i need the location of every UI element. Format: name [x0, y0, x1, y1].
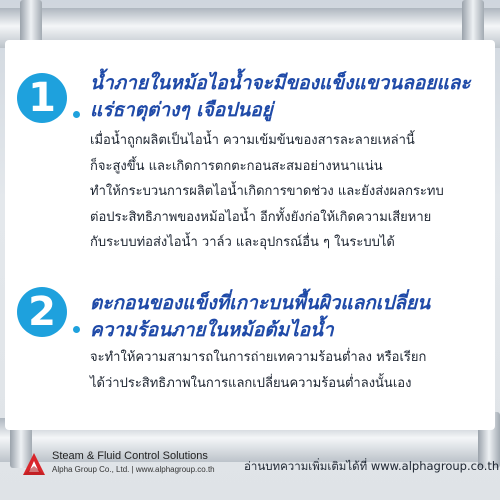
point-heading-line: ตะกอนของแข็งที่เกาะบนพื้นผิวแลกเปลี่ยน — [90, 292, 431, 314]
point-body-line: ได้ว่าประสิทธิภาพในการแลกเปลี่ยนความร้อนต่ำลงนั้นเอง — [90, 375, 412, 391]
company-tagline: Steam & Fluid Control Solutions — [52, 450, 208, 462]
point-number-badge: 1 — [17, 73, 67, 123]
point-body-line: จะทำให้ความสามารถในการถ่ายเทความร้อนต่ำลง หรือเรียก — [90, 350, 427, 365]
point-number-badge: 2 — [17, 287, 67, 337]
point-body-line: ก็จะสูงขึ้น และเกิดการตกตะกอนสะสมอย่างหนาแน่น — [90, 158, 383, 174]
point-body-line: เมื่อน้ำถูกผลิตเป็นไอน้ำ ความเข้มข้นของสารละลายเหล่านี้ — [90, 133, 415, 148]
point-heading-line: แร่ธาตุต่างๆ เจือปนอยู่ — [90, 99, 273, 121]
point-heading — [90, 70, 471, 124]
read-more-link[interactable]: อ่านบทความเพิ่มเติมได้ที่ www.alphagroup.co.th — [244, 459, 500, 473]
point-body — [90, 128, 444, 256]
alpha-logo-icon — [22, 452, 46, 476]
bullet-dot-icon — [73, 326, 80, 333]
bullet-dot-icon — [73, 111, 80, 118]
point-body-line: ทำให้กระบวนการผลิตไอน้ำเกิดการขาดช่วง และยังส่งผลกระทบ — [90, 184, 444, 199]
company-subtitle: Alpha Group Co., Ltd. | www.alphagroup.co.th — [52, 465, 215, 474]
point-body-line: กับระบบท่อส่งไอน้ำ วาล์ว และอุปกรณ์อื่น ๆ ในระบบได้ — [90, 235, 395, 250]
point-heading — [90, 290, 430, 344]
point-heading-line: ความร้อนภายในหม้อต้มไอน้ำ — [90, 319, 334, 341]
point-heading-line: น้ำภายในหม้อไอน้ำจะมีของแข็งแขวนลอยและ — [90, 72, 471, 94]
point-body-line: ต่อประสิทธิภาพของหม้อไอน้ำ อีกทั้งยังก่อให้เกิดความเสียหาย — [90, 209, 432, 225]
point-body — [90, 345, 426, 396]
